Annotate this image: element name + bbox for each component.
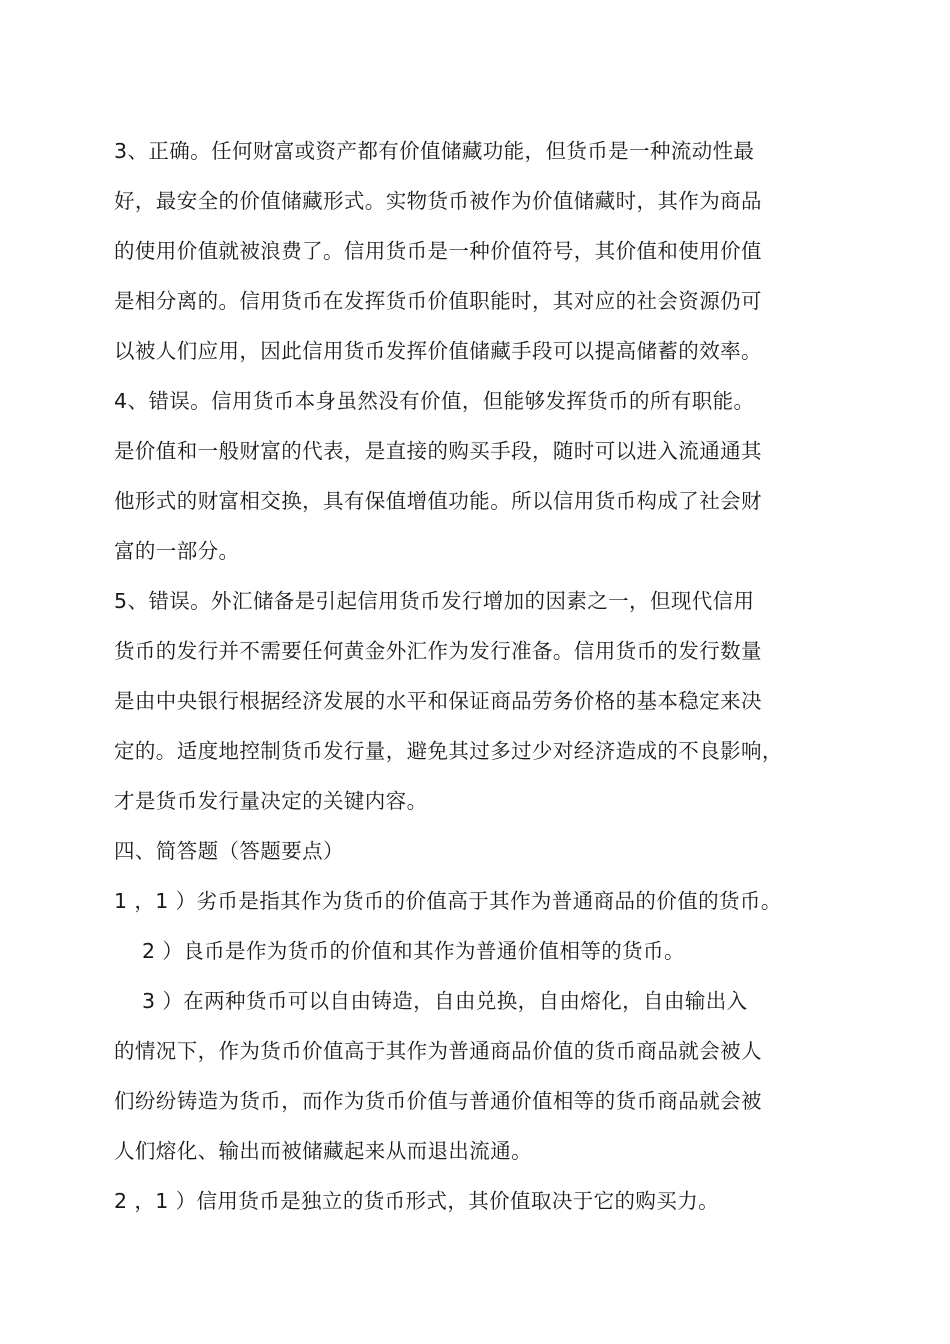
text-line: 才是货币发行量决定的关键内容。: [114, 789, 428, 813]
text-line: 4、错误。信用货币本身虽然没有价值，但能够发挥货币的所有职能。: [114, 389, 755, 413]
text-line: 是由中央银行根据经济发展的水平和保证商品劳务价格的基本稳定来决: [114, 689, 762, 713]
text-line: 人们熔化、输出而被储藏起来从而退出流通。: [114, 1139, 532, 1163]
document-body: [114, 126, 834, 1226]
text-line: 1 ，1 ）劣币是指其作为货币的价值高于其作为普通商品的价值的货币。: [114, 889, 782, 913]
text-line: 2 ）良币是作为货币的价值和其作为普通价值相等的货币。: [142, 939, 685, 963]
text-line: 5、错误。外汇储备是引起信用货币发行增加的因素之一，但现代信用: [114, 589, 755, 613]
text-line: 他形式的财富相交换，具有保值增值功能。所以信用货币构成了社会财: [114, 489, 762, 513]
text-line: 是相分离的。信用货币在发挥货币价值职能时，其对应的社会资源仍可: [114, 289, 762, 313]
text-line: 们纷纷铸造为货币，而作为货币价值与普通价值相等的货币商品就会被: [114, 1089, 762, 1113]
text-line: 是价值和一般财富的代表，是直接的购买手段，随时可以进入流通通其: [114, 439, 762, 463]
section-heading: 四、简答题（答题要点）: [114, 839, 344, 863]
text-line: 富的一部分。: [114, 539, 240, 563]
text-line: 定的。适度地控制货币发行量，避免其过多过少对经济造成的不良影响，: [114, 739, 783, 763]
text-line: 3、正确。任何财富或资产都有价值储藏功能，但货币是一种流动性最: [114, 139, 755, 163]
text-line: 的使用价值就被浪费了。信用货币是一种价值符号，其价值和使用价值: [114, 239, 762, 263]
text-line: 货币的发行并不需要任何黄金外汇作为发行准备。信用货币的发行数量: [114, 639, 762, 663]
text-line: 好，最安全的价值储藏形式。实物货币被作为价值储藏时，其作为商品: [114, 189, 762, 213]
text-line: 2 ，1 ）信用货币是独立的货币形式，其价值取决于它的购买力。: [114, 1189, 720, 1213]
text-line: 以被人们应用，因此信用货币发挥价值储藏手段可以提高储蓄的效率。: [114, 339, 762, 363]
text-line: 的情况下，作为货币价值高于其作为普通商品价值的货币商品就会被人: [114, 1039, 762, 1063]
text-line: 3 ）在两种货币可以自由铸造，自由兑换，自由熔化，自由输出入: [142, 989, 748, 1013]
